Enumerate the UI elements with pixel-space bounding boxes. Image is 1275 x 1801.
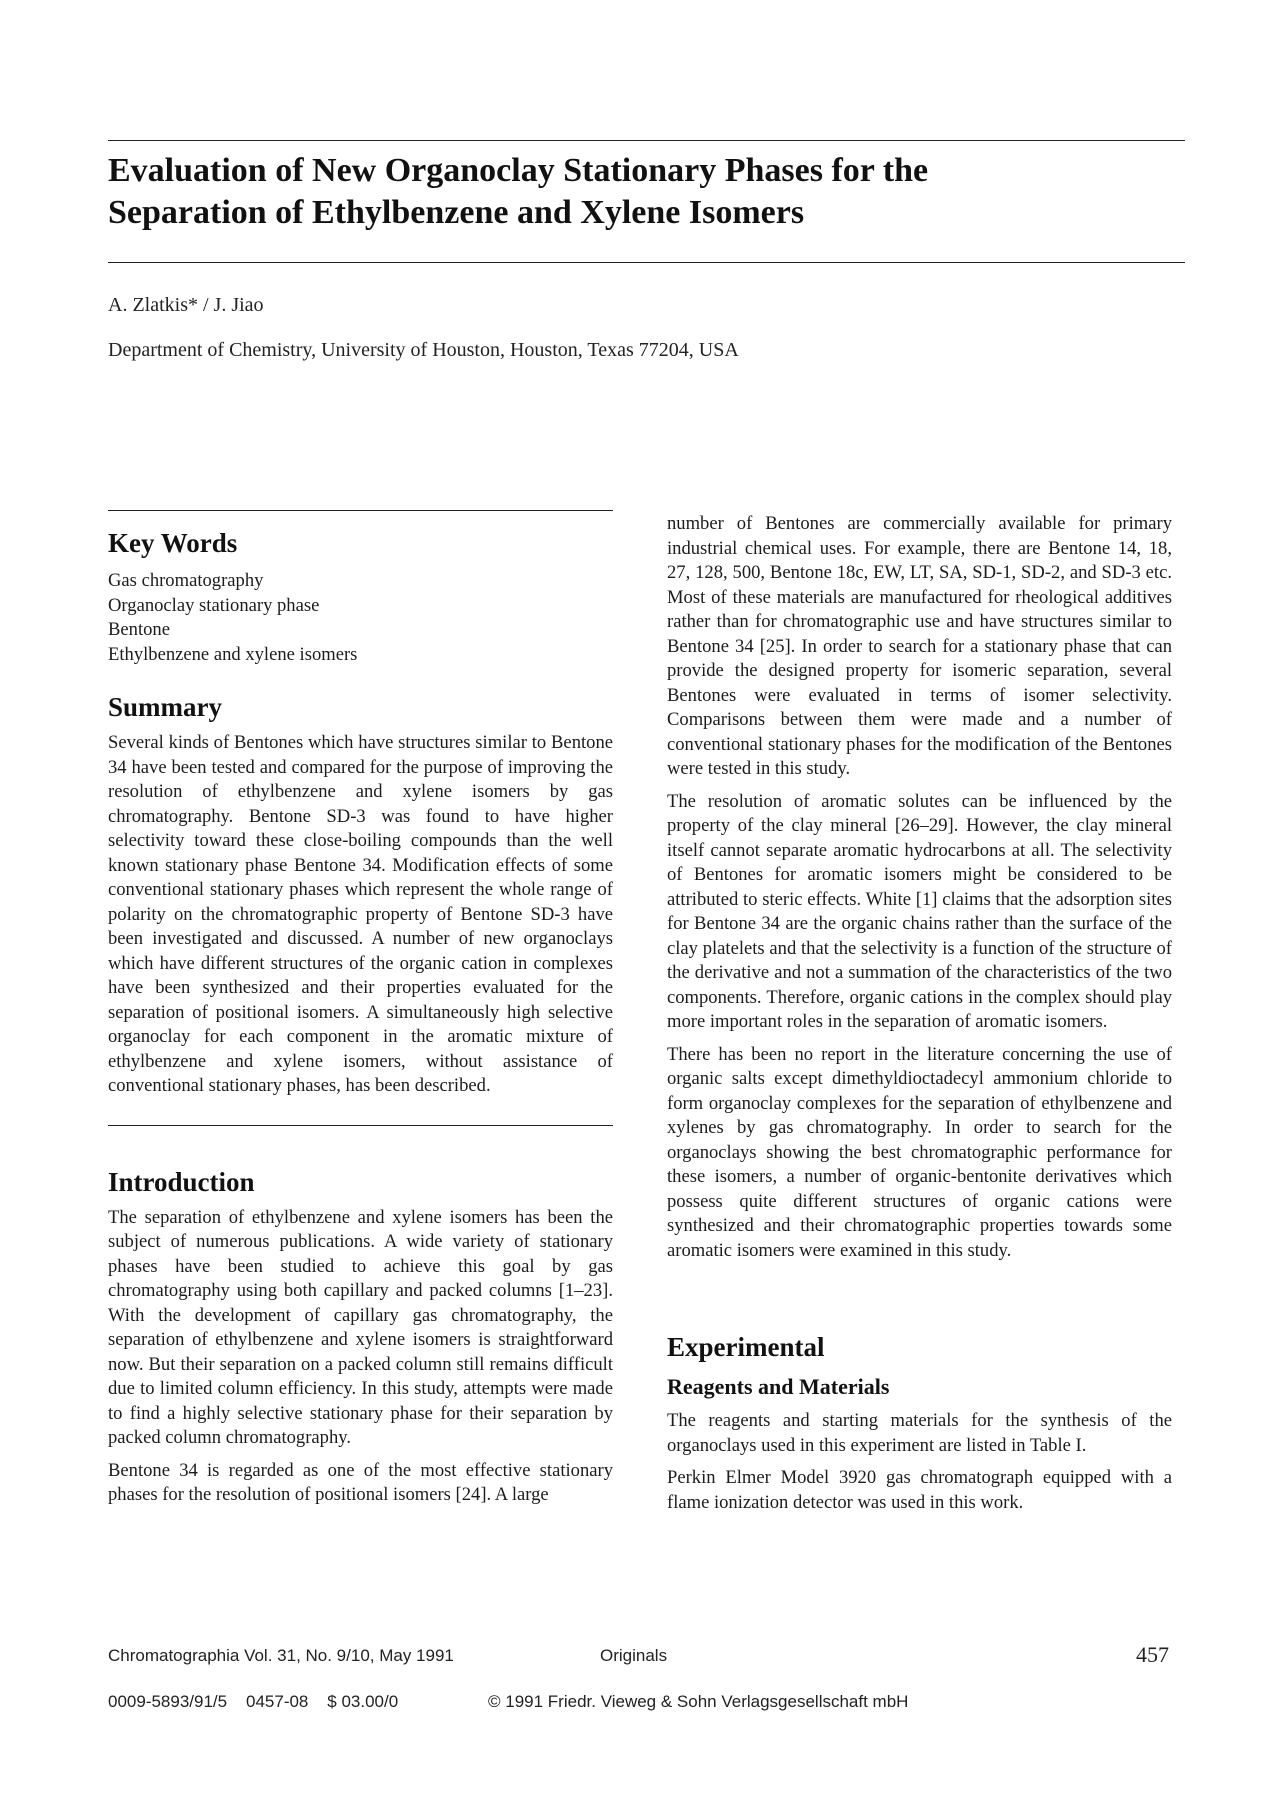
introduction-paragraph-1: The separation of ethylbenzene and xylene isomers has been the subject of numerous publications. A wide variety of stationary phases have been studied to achieve this goal by gas chromatography using both capillary and packed columns [1–23]. With the development of capillary gas chromatography, the separation of ethylbenzene and xylene isomers is straightforward now. But their separation on a packed column still remains difficult due to limited column efficiency. In this study, attempts were made to find a highly selective stationary phase for their separation by packed column chromatography. <box>108 1206 613 1448</box>
right-paragraph-1: number of Bentones are commercially available for primary industrial chemical uses. For example, there are Bentone 14, 18, 27, 128, 500, Bentone 18c, EW, LT, SA, SD-1, SD-2, and SD-3 etc. Most of these materials are manufactured for rheological additives rather than for chromatographic use and have structures similar to Bentone 34 [25]. In order to search for a stationary phase that can provide the designed property for isomeric separation, several Bentones were evaluated in terms of isomer selectivity. Comparisons between them were made and a number of conventional stationary phases for the modification of the Bentones were tested in this study. <box>667 513 1172 779</box>
summary-heading: Summary <box>108 692 222 722</box>
experimental-heading: Experimental <box>667 1332 825 1362</box>
introduction-heading: Introduction <box>108 1166 255 1197</box>
title-bottom-rule <box>108 262 1185 263</box>
keyword-item: Gas chromatography <box>108 570 264 591</box>
title-top-rule <box>108 140 1185 141</box>
article-code: 0009-5893/91/5 0457-08 $ 03.00/0 <box>108 1692 399 1711</box>
keywords-heading: Key Words <box>108 528 238 558</box>
summary-text: Several kinds of Bentones which have structures similar to Bentone 34 have been tested and compared for the purpose of improving the resolution of ethylbenzene and xylene isomers by gas chromatography. Bentone SD-3 was found to have higher selectivity toward these close-boiling compounds than the well known stationary phase Bentone 34. Modification effects of some conventional stationary phases which represent the whole range of polarity on the chromatographic property of Bentone SD-3 have been investigated and discussed. A number of new organoclays which have different structures of the organic cation in complexes have been synthesized and their properties evaluated for the separation of positional isomers. A simultaneously high selective organoclay for each component in the aromatic mixture of ethylbenzene and xylene isomers, without assistance of conventional stationary phases, has been described. <box>108 732 613 1096</box>
experimental-paragraph-2: Perkin Elmer Model 3920 gas chromatograph equipped with a flame ionization detector was used in this work. <box>667 1467 1172 1513</box>
journal-citation: Chromatographia Vol. 31, No. 9/10, May 1991 <box>108 1646 454 1665</box>
keyword-item: Bentone <box>108 619 170 640</box>
authors: A. Zlatkis* / J. Jiao <box>108 294 264 316</box>
left-column <box>108 527 613 1508</box>
keyword-item: Organoclay stationary phase <box>108 594 320 616</box>
article-title <box>108 150 1168 234</box>
keywords-top-rule <box>108 510 613 511</box>
experimental-paragraph-1: The reagents and starting materials for the synthesis of the organoclays used in this experiment are listed in Table I. <box>667 1410 1172 1456</box>
affiliation: Department of Chemistry, University of Houston, Houston, Texas 77204, USA <box>108 339 739 361</box>
right-paragraph-2: The resolution of aromatic solutes can be influenced by the property of the clay mineral [26–29]. However, the clay mineral itself cannot separate aromatic hydrocarbons at all. The selectivity of Bentones for aromatic isomers might be considered to be attributed to steric effects. White [1] claims that the adsorption sites for Bentone 34 are the organic chains rather than the surface of the clay platelets and that the selectivity is a function of the structure of the derivative and not a summation of the characteristics of the two components. Therefore, organic cations in the complex should play more important roles in the separation of aromatic isomers. <box>667 790 1172 1032</box>
title-line-1: Evaluation of New Organoclay Stationary Phases for the <box>108 152 929 189</box>
keyword-item: Ethylbenzene and xylene isomers <box>108 643 358 665</box>
introduction-paragraph-2: Bentone 34 is regarded as one of the most effective stationary phases for the resolution of positional isomers [24]. A large <box>108 1459 613 1505</box>
copyright: © 1991 Friedr. Vieweg & Sohn Verlagsgesellschaft mbH <box>488 1692 909 1711</box>
right-paragraph-3: There has been no report in the literature concerning the use of organic salts except dimethyldioctadecyl ammonium chloride to form organoclay complexes for the separation of ethylbenzene and xylenes by gas chromatography. In order to search for the organoclays showing the best chromatographic performance for these isomers, a number of organic-bentonite derivatives which possess quite different structures of organic cations were synthesized and their chromatographic properties towards some aromatic isomers were examined in this study. <box>667 1043 1172 1261</box>
keywords-list <box>108 569 613 667</box>
section-label: Originals <box>600 1646 668 1665</box>
title-line-2: Separation of Ethylbenzene and Xylene Isomers <box>108 194 805 231</box>
summary-bottom-rule <box>108 1125 613 1126</box>
right-column <box>667 512 1172 1515</box>
reagents-subheading: Reagents and Materials <box>667 1374 890 1399</box>
page-number: 457 <box>1136 1642 1169 1667</box>
